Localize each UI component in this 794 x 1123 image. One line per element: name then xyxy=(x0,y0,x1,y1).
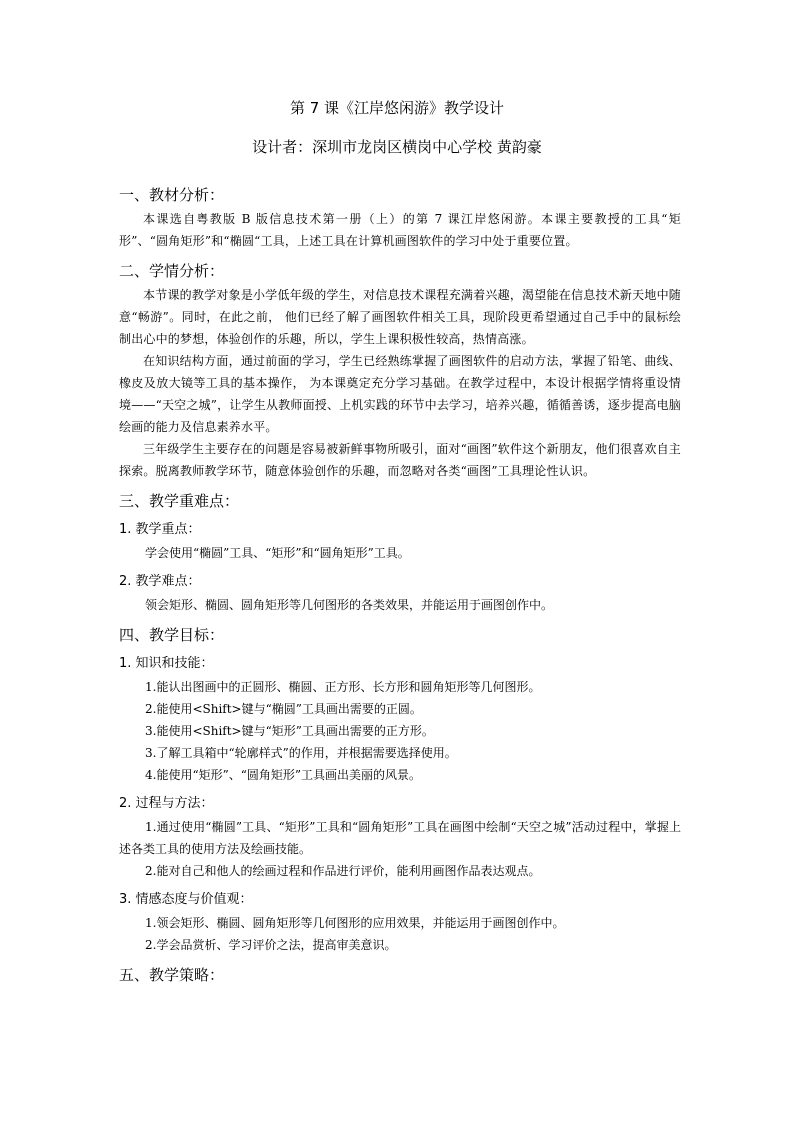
list-item: 3.能使用<Shift>键与“矩形”工具画出需要的正方形。 xyxy=(145,724,434,738)
section-heading-objectives: 四、教学目标： xyxy=(119,626,225,644)
subheading: 2. 过程与方法： xyxy=(119,796,214,811)
list-item: 2.学会品赏析、学习评价之法，提高审美意识。 xyxy=(145,938,397,952)
list-item: 3.了解工具箱中“轮廓样式”的作用，并根据需要选择使用。 xyxy=(145,746,457,760)
list-item: 4.能使用“矩形”、“圆角矩形”工具画出美丽的风景。 xyxy=(145,768,421,782)
paragraph: 在知识结构方面，通过前面的学习，学生已经熟练掌握了画图软件的启动方法，掌握了铅笔、曲线、橡皮及放大镜等工具的基本操作， 为本课奠定充分学习基础。在教学过程中，本设计根据学情将重设情境——“天空之城”，让学生从教师面授、上机实践的环节中去学习，培养兴趣，循循善诱，逐步提高电脑绘画的能力及信息素养水平。 xyxy=(119,354,681,434)
paragraph: 三年级学生主要存在的问题是容易被新鲜事物所吸引，面对“画图”软件这个新朋友，他们很喜欢自主探索。脱离教师教学环节，随意体验创作的乐趣，而忽略对各类“画图”工具理论性认识。 xyxy=(119,442,681,478)
section-heading-key-points: 三、教学重难点： xyxy=(119,492,240,510)
document-title: 第 7 课《江岸悠闲游》教学设计 xyxy=(289,99,505,117)
section-heading-strategy: 五、教学策略： xyxy=(119,966,225,984)
list-item: 学会使用“椭圆”工具、“矩形”和“圆角矩形”工具。 xyxy=(145,546,410,560)
list-item: 1.能认出图画中的正圆形、椭圆、正方形、长方形和圆角矩形等几何图形。 xyxy=(145,680,541,694)
subheading: 3. 情感态度与价值观： xyxy=(119,892,253,907)
document-body xyxy=(119,184,681,988)
subheading: 1. 教学重点： xyxy=(119,522,201,537)
subheading: 2. 教学难点： xyxy=(119,574,201,589)
section-heading-textbook-analysis: 一、教材分析： xyxy=(119,186,225,204)
paragraph: 本节课的教学对象是小学低年级的学生，对信息技术课程充满着兴趣，渴望能在信息技术新天地中随意“畅游”。同时，在此之前， 他们已经了解了画图软件相关工具，现阶段更希望通过自己手中的鼠标绘制出心中的梦想，体验创作的乐趣，所以，学生上课积极性较高，热情高涨。 xyxy=(119,288,681,346)
section-heading-learner-analysis: 二、学情分析： xyxy=(119,262,225,280)
list-item: 1.通过使用“椭圆”工具、“矩形”工具和“圆角矩形”工具在画图中绘制“天空之城”活动过程中，掌握上述各类工具的使用方法及绘画技能。 xyxy=(119,820,681,856)
list-item: 领会矩形、椭圆、圆角矩形等几何图形的各类效果，并能运用于画图创作中。 xyxy=(145,598,554,612)
paragraph: 本课选自粤教版 B 版信息技术第一册（上）的第 7 课江岸悠闲游。本课主要教授的工具“矩形”、“圆角矩形”和“椭圆“工具，上述工具在计算机画图软件的学习中处于重要位置。 xyxy=(119,212,681,248)
list-item: 2.能对自己和他人的绘画过程和作品进行评价，能利用画图作品表达观点。 xyxy=(145,864,541,878)
list-item: 2.能使用<Shift>键与“椭圆”工具画出需要的正圆。 xyxy=(145,702,422,716)
list-item: 1.领会矩形、椭圆、圆角矩形等几何图形的应用效果，并能运用于画图创作中。 xyxy=(145,916,565,930)
document-author: 设计者：深圳市龙岗区横岗中心学校 黄韵豪 xyxy=(252,138,542,156)
subheading: 1. 知识和技能： xyxy=(119,656,214,671)
